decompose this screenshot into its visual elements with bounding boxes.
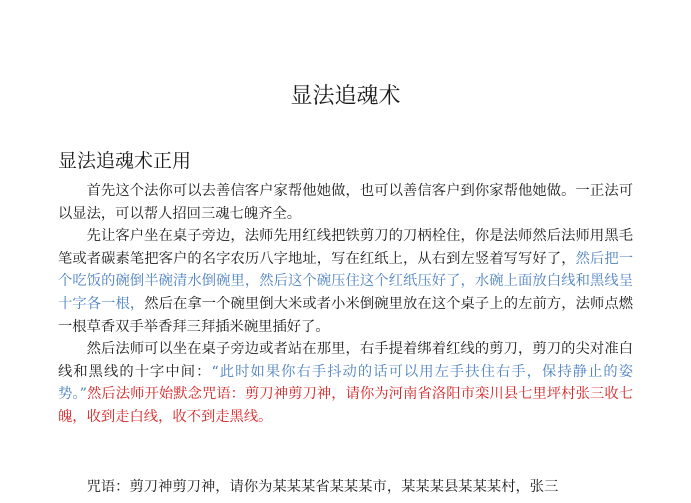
- highlighted-text-blue: “此时如果你右手抖动的话可以用左手扶住右手，保持静止的姿势。”: [58, 363, 634, 403]
- paragraph-ritual: [58, 338, 633, 428]
- paragraph-gap: [58, 429, 633, 476]
- paragraph-setup: [58, 225, 633, 338]
- highlighted-text-blue: 然后把一个吃饭的碗倒半碗清水倒碗里，然后这个碗压住这个红纸压好了，水碗上面放白线和黑线呈十字各一根，: [58, 250, 634, 312]
- paragraph-text: 然后法师可以坐在桌子旁边或者站在那里，右手提着绑着红线的剪刀，剪刀的尖对准白线和黑线的十字中间：: [58, 341, 633, 380]
- paragraph-intro: [58, 180, 633, 225]
- document-body: [58, 180, 633, 498]
- paragraph-text: 咒语：剪刀神剪刀神，请你为某某某省某某某市，某某某县某某某村，张三: [86, 478, 559, 495]
- paragraph-incantation: [58, 476, 633, 499]
- document-title: 显法追魂术: [290, 84, 401, 109]
- section-heading: 显法追魂术正用: [58, 150, 192, 172]
- highlighted-text-red: 然后法师开始默念咒语：剪刀神剪刀神，请你为河南省洛阳市栾川县七里坪村张三收七魄，收到走白线，收不到走黑线。: [58, 386, 633, 425]
- paragraph-text: 先让客户坐在桌子旁边，法师先用红线把铁剪刀的刀柄栓住，你是法师然后法师用黑毛笔或者碳素笔把客户的名字农历八字地址，写在红纸上，从右到左竖着写写好了，: [58, 228, 633, 267]
- paragraph-text: 然后在拿一个碗里倒大米或者小米倒碗里放在这个桌子上的左前方，法师点燃一根草香双手举香拜三拜插米碗里插好了。: [58, 295, 633, 335]
- paragraph-text: 首先这个法你可以去善信客户家帮他她做，也可以善信客户到你家帮他她做。一正法可以显法，可以帮人招回三魂七魄齐全。: [58, 183, 633, 222]
